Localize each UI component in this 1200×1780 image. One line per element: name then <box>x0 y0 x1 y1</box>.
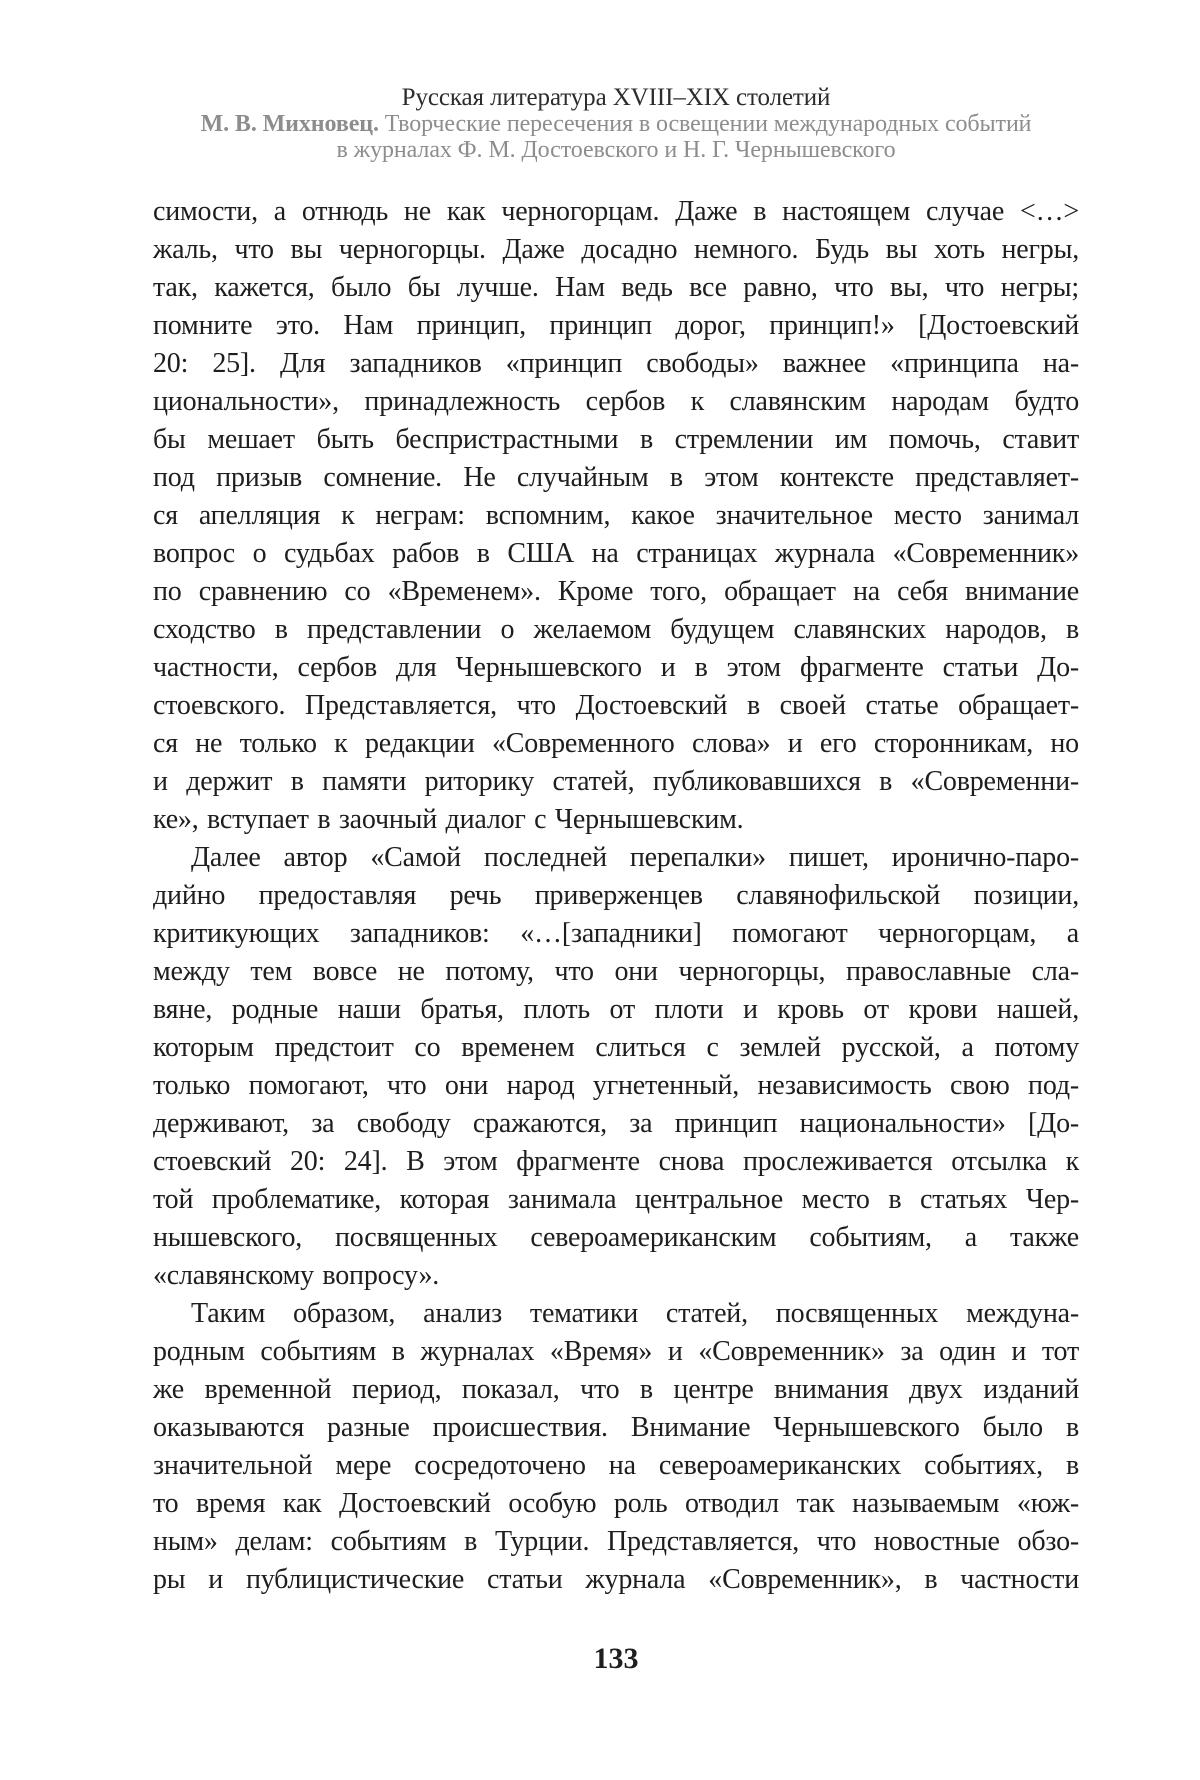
text-line: же временной период, показал, что в центре внимания двух изданий <box>153 1374 1079 1405</box>
text-line: симости, а отнюдь не как черногорцам. Даже в настоящем случае <…> <box>153 196 1079 227</box>
text-line: ры и публицистические статьи журнала «Современник», в частности <box>153 1564 1079 1595</box>
body-text <box>153 193 1079 1599</box>
running-head-author: М. В. Михновец. <box>200 111 379 137</box>
text-line: сходство в представлении о желаемом будущем славянских народов, в <box>153 614 1079 645</box>
text-line: той проблематике, которая занимала центральное место в статьях Чер- <box>153 1184 1079 1215</box>
text-line: которым предстоит со временем слиться с землей русской, а потому <box>153 1032 1079 1063</box>
text-line: стоевского. Представляется, что Достоевский в своей статье обращает- <box>153 690 1079 721</box>
text-line: ся не только к редакции «Современного слова» и его сторонникам, но <box>153 728 1079 759</box>
running-head-series-title: Русская литература XVIII–XIX столетий <box>401 84 831 111</box>
text-line: 20: 25]. Для западников «принцип свободы» важнее «принципа на- <box>153 348 1079 379</box>
running-head-article-title: Творческие пересечения в освещении международных событий <box>384 111 1032 137</box>
text-line: «славянскому вопросу». <box>153 1260 440 1291</box>
text-line: циональности», принадлежность сербов к славянским народам будто <box>153 386 1079 417</box>
text-line: бы мешает быть беспристрастными в стремлении им помочь, ставит <box>153 424 1079 455</box>
text-line: вопрос о судьбах рабов в США на страницах журнала «Современник» <box>153 538 1079 569</box>
text-line: стоевский 20: 24]. В этом фрагменте снова прослеживается отсылка к <box>153 1146 1079 1177</box>
text-line: Далее автор «Самой последней перепалки» пишет, иронично-паро- <box>191 842 1079 873</box>
running-head-article-line1 <box>153 111 1079 137</box>
text-line: оказываются разные происшествия. Внимание Чернышевского было в <box>153 1412 1079 1443</box>
text-line: под призыв сомнение. Не случайным в этом контексте представляет- <box>153 462 1079 493</box>
text-line: значительной мере сосредоточено на североамериканских событиях, в <box>153 1450 1079 1481</box>
text-line: по сравнению со «Временем». Кроме того, обращает на себя внимание <box>153 576 1079 607</box>
text-line: держивают, за свободу сражаются, за принцип национальности» [До- <box>153 1108 1079 1139</box>
text-line: между тем вовсе не потому, что они черногорцы, православные сла- <box>153 956 1079 987</box>
text-line: нышевского, посвященных североамериканским событиям, а также <box>153 1222 1079 1253</box>
text-line: только помогают, что они народ угнетенный, независимость свою под- <box>153 1070 1079 1101</box>
text-line: так, кажется, было бы лучше. Нам ведь все равно, что вы, что негры; <box>153 272 1079 303</box>
text-line: ся апелляция к неграм: вспомним, какое значительное место занимал <box>153 500 1079 531</box>
running-head-article-line2: в журналах Ф. М. Достоевского и Н. Г. Чернышевского <box>336 137 896 163</box>
text-line: родным событиям в журналах «Время» и «Современник» за один и тот <box>153 1336 1079 1367</box>
running-head <box>153 84 1079 163</box>
text-line: Таким образом, анализ тематики статей, посвященных междуна- <box>191 1298 1079 1329</box>
text-line: то время как Достоевский особую роль отводил так называемым «юж- <box>153 1488 1079 1519</box>
text-line: частности, сербов для Чернышевского и в этом фрагменте статьи До- <box>153 652 1079 683</box>
text-line: жаль, что вы черногорцы. Даже досадно немного. Будь вы хоть негры, <box>153 234 1079 265</box>
text-line: дийно предоставляя речь приверженцев славянофильской позиции, <box>153 880 1079 911</box>
page-number: 133 <box>593 1642 639 1675</box>
text-line: ке», вступает в заочный диалог с Чернышевским. <box>153 804 744 835</box>
text-line: ным» делам: событиям в Турции. Представляется, что новостные обзо- <box>153 1526 1079 1557</box>
text-line: и держит в памяти риторику статей, публиковавшихся в «Современни- <box>153 766 1079 797</box>
text-line: вяне, родные наши братья, плоть от плоти и кровь от крови нашей, <box>153 994 1079 1025</box>
text-line: помните это. Нам принцип, принцип дорог, принцип!» [Достоевский <box>153 310 1079 341</box>
text-line: критикующих западников: «…[западники] помогают черногорцам, а <box>153 918 1079 949</box>
